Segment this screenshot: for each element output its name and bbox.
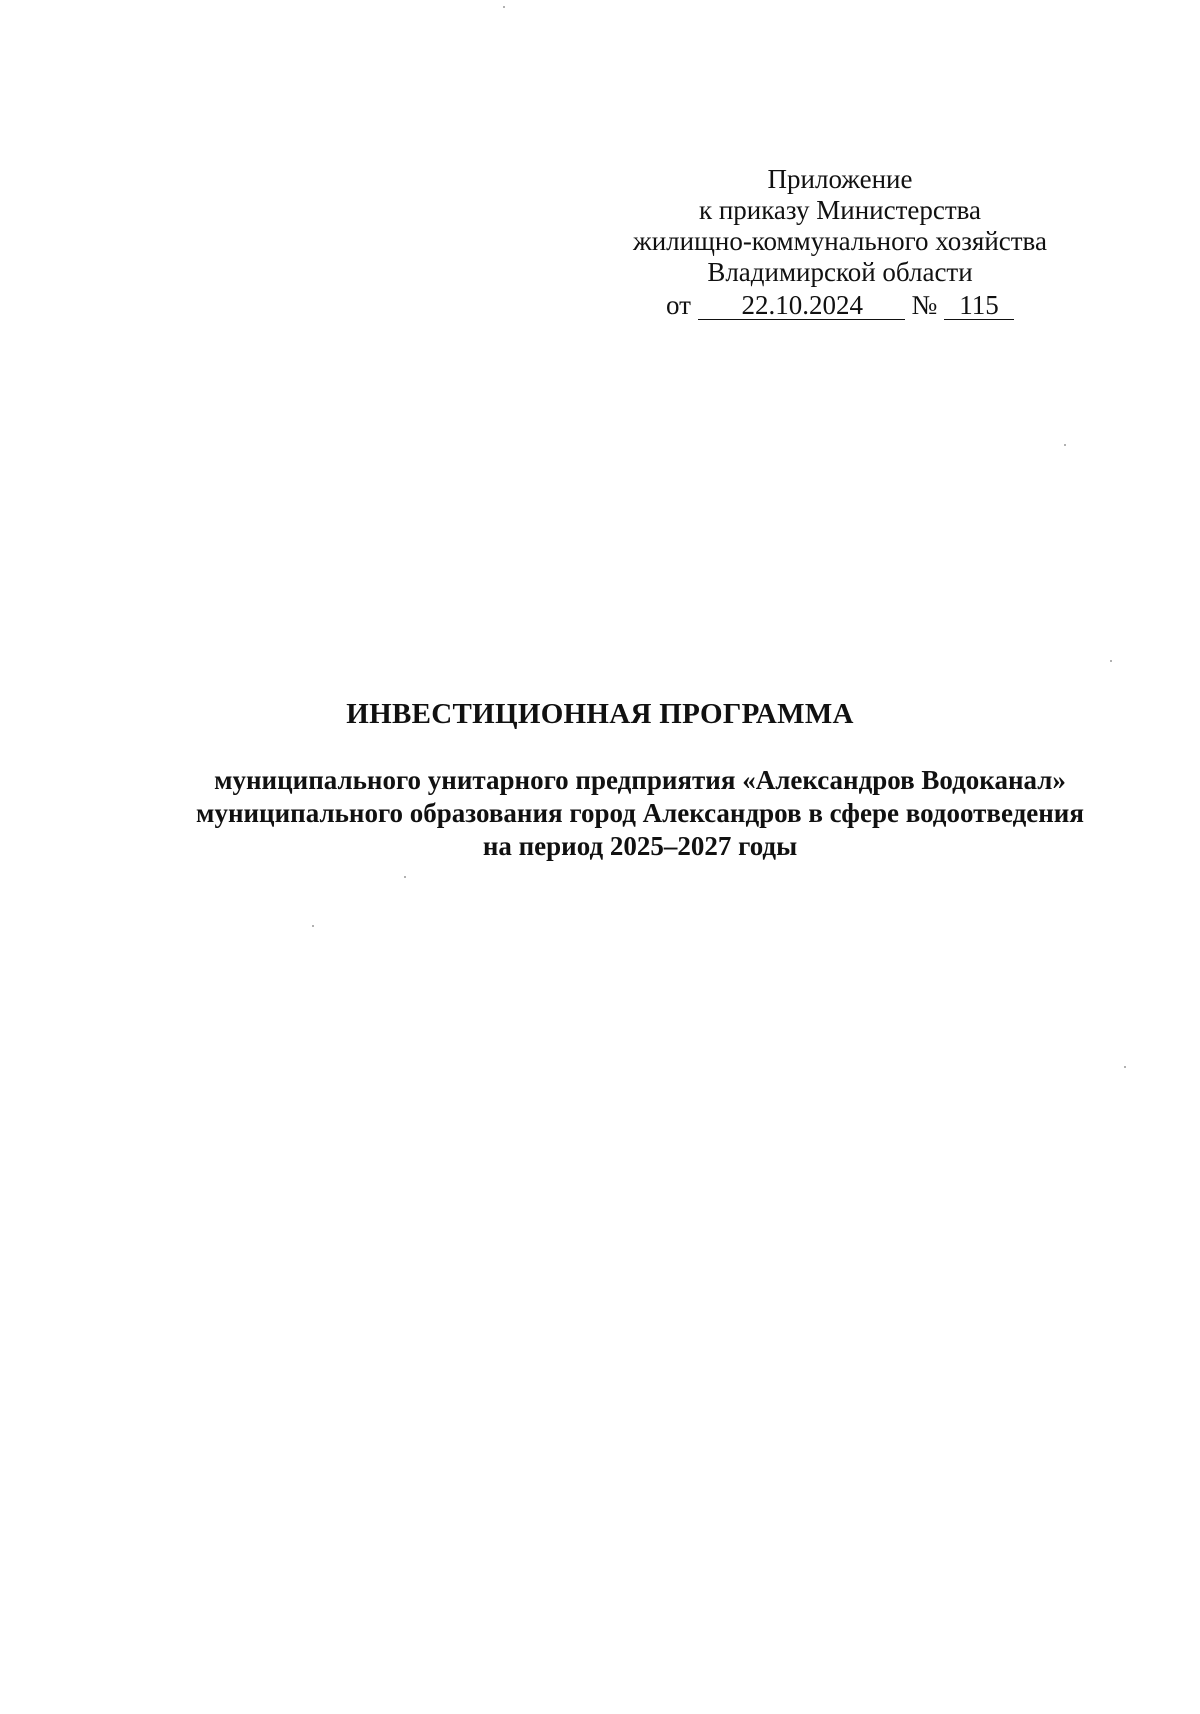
approval-date: 22.10.2024 xyxy=(698,292,905,320)
scan-speck xyxy=(1124,1066,1126,1068)
approval-date-number-line xyxy=(580,290,1100,321)
approval-region-name: Владимирской области xyxy=(707,257,973,287)
approval-number-label: № xyxy=(911,290,938,320)
approval-ministry-name: жилищно-коммунального хозяйства xyxy=(633,226,1047,256)
subtitle-line-1: муниципального унитарного предприятия «Александров Водоканал» xyxy=(214,765,1066,795)
scan-speck xyxy=(404,876,406,878)
scan-speck xyxy=(503,6,505,8)
approval-order-ref: к приказу Министерства xyxy=(698,195,982,225)
scan-speck xyxy=(1110,660,1112,662)
scan-speck xyxy=(312,925,314,927)
document-subtitle xyxy=(150,764,1130,863)
approval-appendix-label: Приложение xyxy=(767,164,913,194)
approval-number: 115 xyxy=(944,292,1014,320)
subtitle-line-3: на период 2025–2027 годы xyxy=(482,831,798,861)
subtitle-line-2: муниципального образования город Александров в сфере водоотведения xyxy=(196,798,1084,828)
approval-from-label: от xyxy=(666,290,691,320)
document-title: ИНВЕСТИЦИОННАЯ ПРОГРАММА xyxy=(346,698,854,730)
scan-speck xyxy=(1064,444,1066,446)
approval-block xyxy=(580,164,1100,321)
